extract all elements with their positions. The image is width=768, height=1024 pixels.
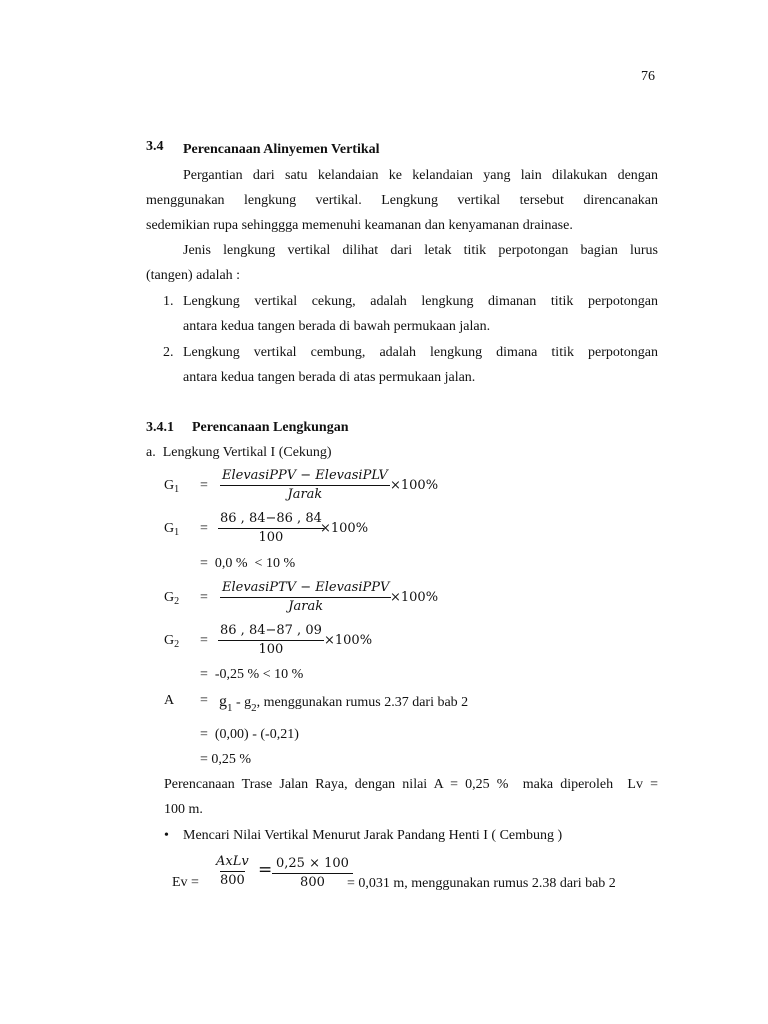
section-title: Perencanaan Alinyemen Vertikal [183,142,380,157]
times-100: ×100% [320,521,369,536]
g2-fraction [220,580,391,615]
g1-label: $G_1$ [164,478,180,495]
subsection-title: Perencanaan Lengkungan [192,420,349,435]
ev-denominator-1: 800 [219,873,245,888]
paragraph-line: menggunakan lengkung vertikal. Lengkung vertikal tersebut direncanakan [146,193,658,208]
g1-result: = 0,0 % < 10 % [200,556,296,571]
g1-numerator: ElevasiPPV − ElevasiPLV [220,468,390,486]
g2-value-fraction [218,623,324,658]
a-line2: = (0,00) - (-0,21) [200,727,299,742]
g1-denominator: Jarak [287,487,323,502]
paragraph-line: Pergantian dari satu kelandaian ke kelandaian yang lain dilakukan dengan [183,168,658,183]
paragraph-line: (tangen) adalah : [146,268,241,283]
a-label: A [164,693,175,708]
ev-numerator-1: AxLv [216,854,249,869]
list-number: 1. [163,294,174,309]
bullet-icon: • [164,828,169,843]
list-number: 2. [163,345,174,360]
subsection-number: 3.4.1 [146,420,174,435]
ev-denominator-2: 800 [300,875,325,890]
list-item: antara kedua tangen berada di bawah permukaan jalan. [183,319,491,334]
equals-sign: = [200,478,208,493]
g1-value-fraction [218,511,324,546]
list-item: Lengkung vertikal cembung, adalah lengkung dimana titik perpotongan [183,345,658,360]
paragraph-line: sedemikian rupa sehinggga memenuhi keamanan dan kenyamanan drainase. [146,218,573,233]
list-item: Lengkung vertikal cekung, adalah lengkung dimanan titik perpotongan [183,294,658,309]
paragraph-line: Jenis lengkung vertikal dilihat dari letak titik perpotongan bagian lurus [183,243,658,258]
g2-numerator: ElevasiPTV − ElevasiPPV [220,580,391,598]
times-100: ×100% [390,478,439,493]
equals-sign: = [200,521,208,536]
page-number: 76 [641,69,655,84]
list-item: antara kedua tangen berada di atas permukaan jalan. [183,370,476,385]
a-line3: = 0,25 % [200,752,252,767]
ev-result: = 0,031 m, menggunakan rumus 2.38 dari bab 2 [347,876,616,891]
times-100: ×100% [390,590,439,605]
equals-sign: = [200,633,208,648]
section-number: 3.4 [146,139,164,154]
equals-sign: = [200,693,208,708]
g2-value-numerator: 86 , 84−87 , 09 [218,623,324,641]
g2-label: $G_2$ [164,590,180,607]
trase-line: 100 m. [164,802,203,817]
bullet-text: Mencari Nilai Vertikal Menurut Jarak Pandang Henti I ( Cembung ) [183,828,563,843]
a-formula: $g_1 - g_2$, menggunakan rumus 2.37 dari bab 2 [219,693,469,714]
ev-equals: = [258,860,273,880]
trase-line: Perencanaan Trase Jalan Raya, dengan nilai A = 0,25 % maka diperoleh Lv = [164,777,658,792]
g2-result: = -0,25 % < 10 % [200,667,304,682]
ev-fraction-1 [214,854,251,889]
g1-label: $G_1$ [164,521,180,538]
g1-value-denominator: 100 [258,530,284,545]
times-100: ×100% [324,633,373,648]
g2-denominator: Jarak [288,599,324,614]
g1-value-numerator: 86 , 84−86 , 84 [218,511,324,529]
equals-sign: = [200,590,208,605]
g2-value-denominator: 100 [258,642,284,657]
g2-label: $G_2$ [164,633,180,650]
ev-label: Ev = [172,875,199,890]
item-a: a. Lengkung Vertikal I (Cekung) [146,445,332,460]
g1-fraction [220,468,390,503]
ev-numerator-2: 0,25 × 100 [272,856,353,874]
ev-fraction-2 [272,856,353,891]
